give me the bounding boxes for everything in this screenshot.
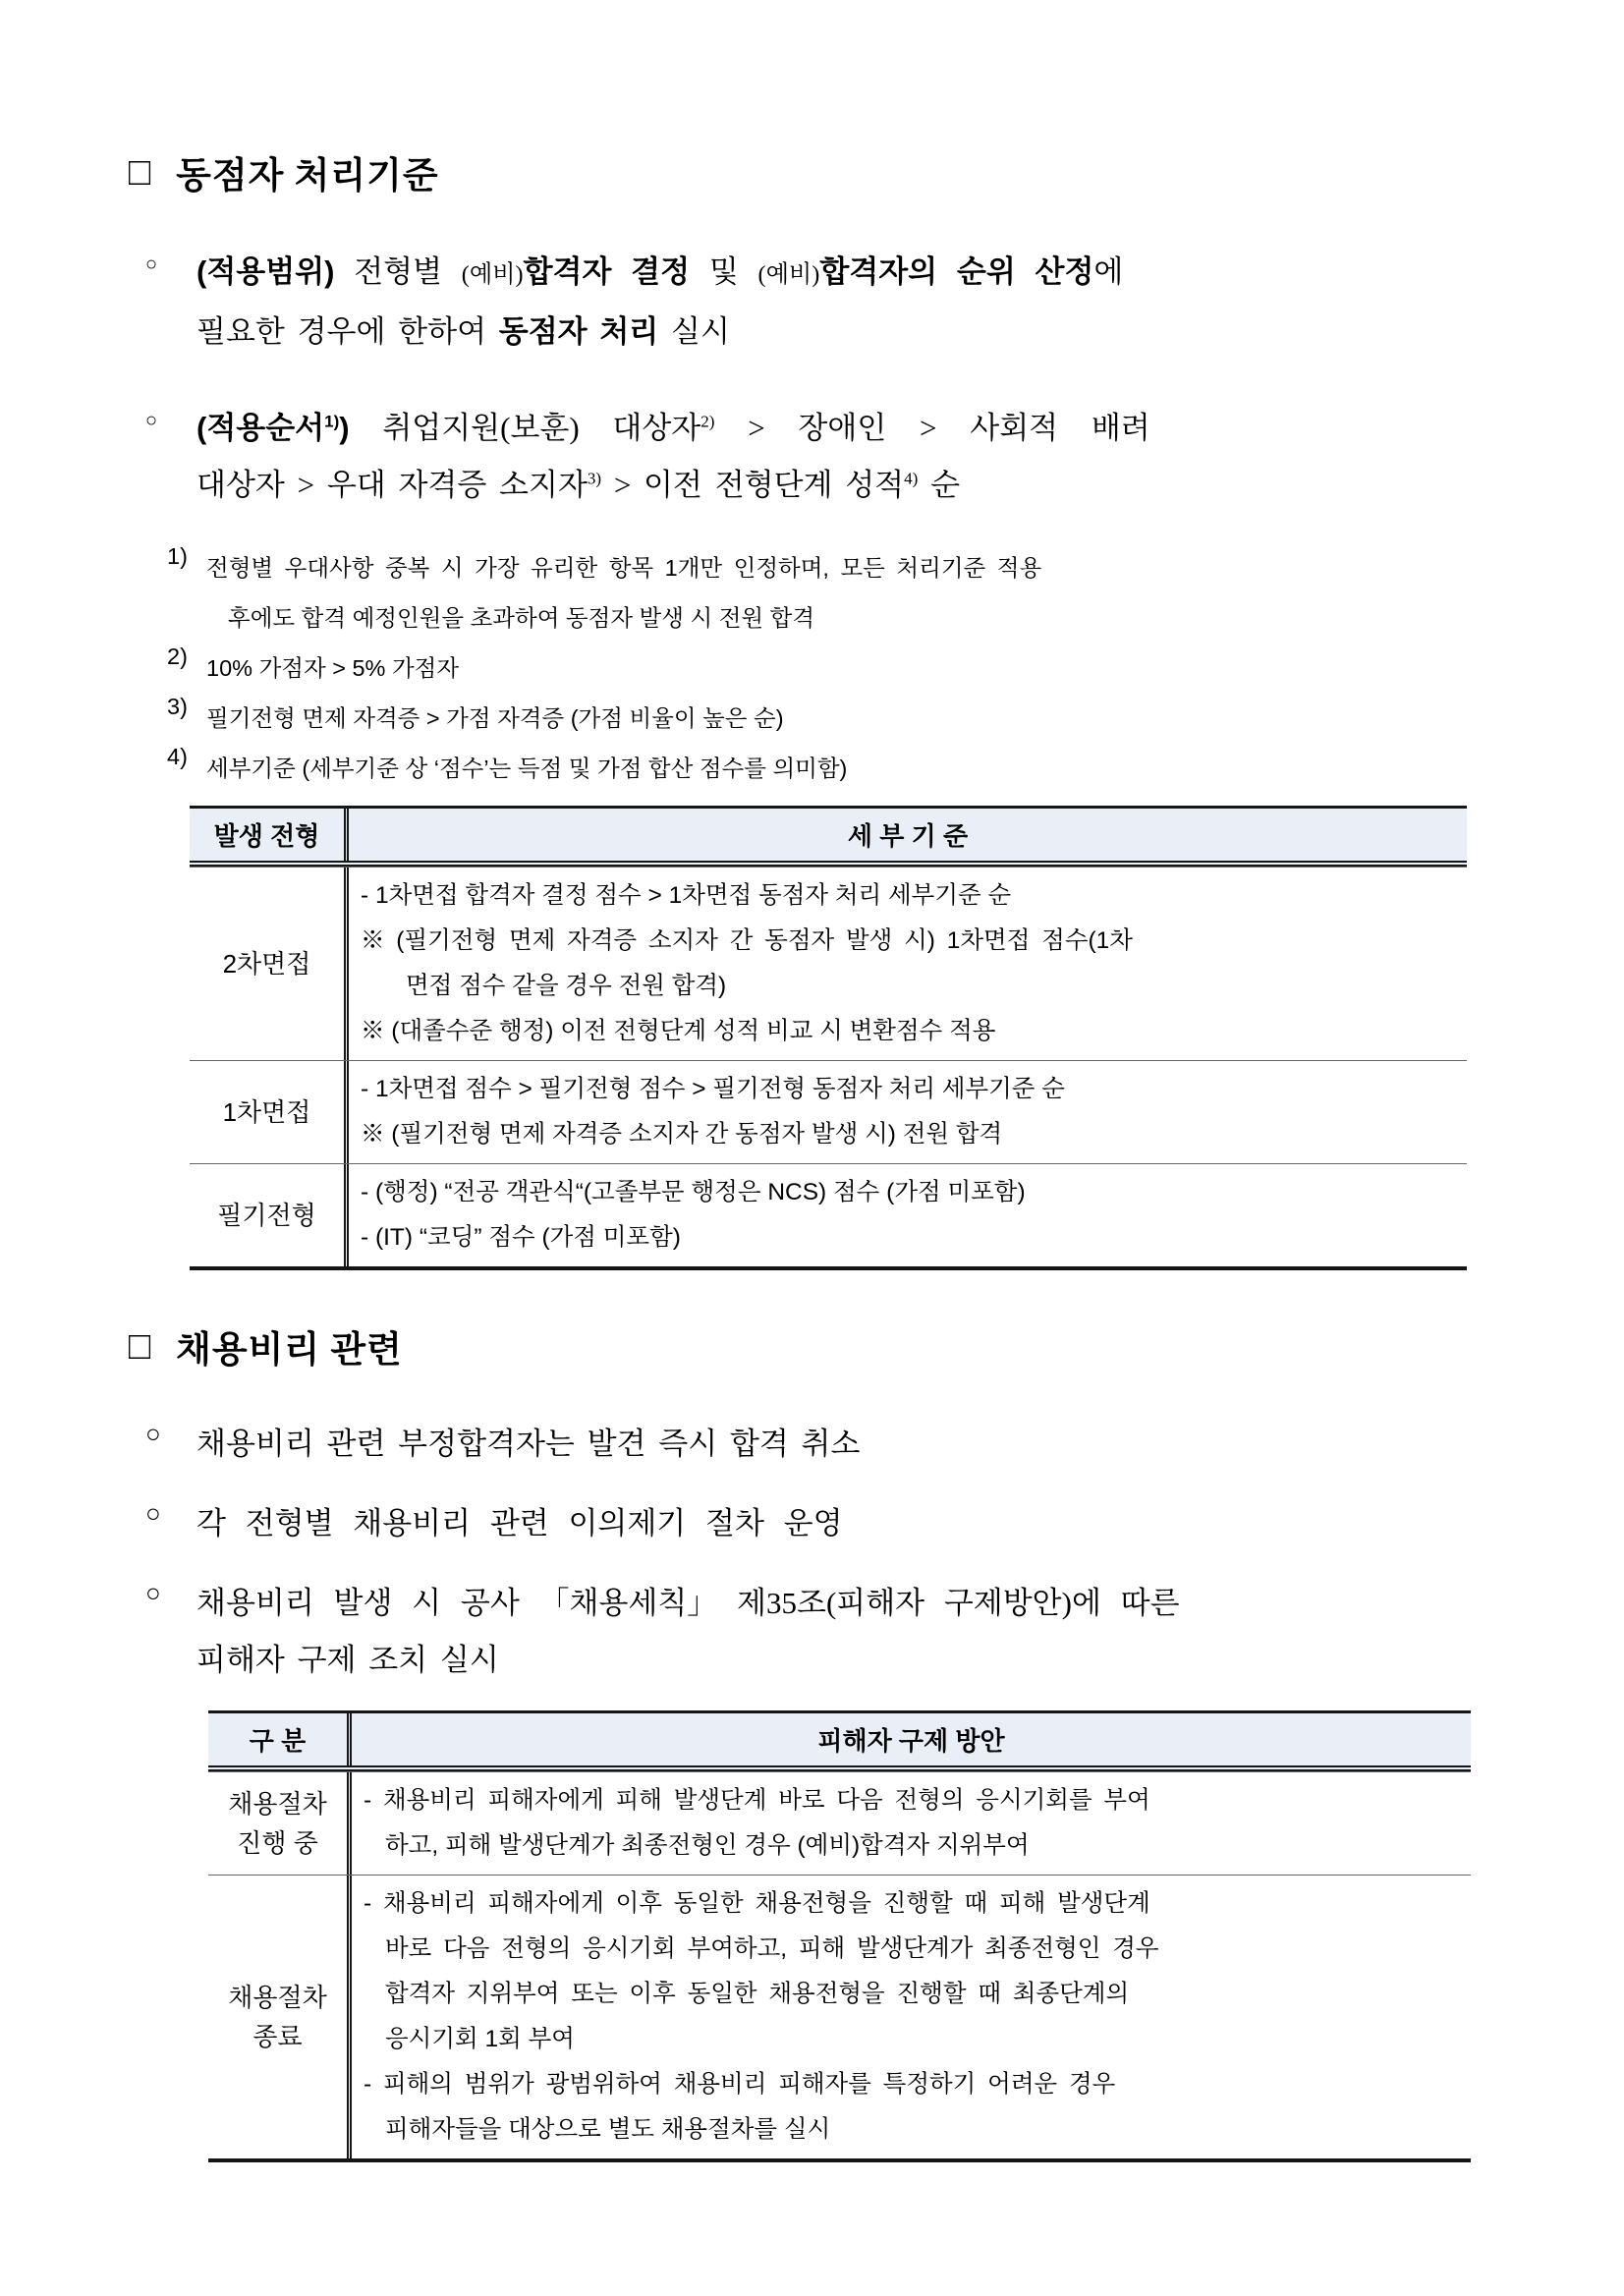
text-line — [196, 1416, 1624, 1473]
text-segment: (적용범위) — [196, 254, 335, 289]
row-label — [208, 1876, 347, 2158]
footnotes — [167, 543, 1624, 794]
footnote-number: 3) — [167, 694, 188, 719]
bullet-scope — [145, 244, 1624, 361]
text-line — [196, 244, 1624, 304]
text-line: 10% 가점자 > 5% 가점자 — [206, 655, 460, 681]
text-segment: 에 — [1093, 254, 1124, 289]
text-line: 피해자들을 대상으로 별도 채용절차를 실시 — [385, 2116, 831, 2143]
table-row — [190, 867, 1467, 1060]
section2-title: 채용비리 관련 — [176, 1330, 403, 1371]
text-line: 세부기준 (세부기준 상 ‘점수’는 득점 및 가점 합산 점수를 의미함) — [206, 756, 848, 781]
table-header-category: 구 분 — [249, 1726, 307, 1756]
row-content — [344, 868, 1467, 1060]
text-segment: 각 전형별 채용비리 관련 이의제기 절차 운영 — [196, 1506, 843, 1540]
table-header-row — [208, 1713, 1471, 1771]
row-label: 1차면접 — [222, 1097, 311, 1127]
row-content — [347, 1876, 1471, 2158]
text-line — [196, 1632, 1624, 1689]
text-line: 진행 중 — [237, 1828, 318, 1858]
text-line — [196, 400, 1624, 457]
footnote-2 — [167, 644, 1624, 694]
text-segment: ) — [339, 411, 350, 445]
bullet-cancel — [145, 1416, 1624, 1473]
text-line — [196, 1575, 1624, 1632]
text-segment: 피해자 구제 조치 실시 — [196, 1643, 499, 1677]
text-line: 면접 점수 같을 경우 전원 합격) — [406, 973, 727, 999]
bullet-cancel-text — [196, 1416, 1624, 1473]
row-label — [208, 1772, 347, 1875]
tiebreaker-table — [190, 806, 1467, 1270]
text-line: - 1차면접 합격자 결정 점수 > 1차면접 동점자 처리 세부기준 순 — [361, 882, 1012, 909]
text-line: 응시기회 1회 부여 — [385, 2026, 575, 2052]
section2-heading — [128, 1319, 1624, 1372]
text-line: - (IT) “코딩” 점수 (가점 미포함) — [361, 1224, 681, 1251]
row-content — [344, 1061, 1467, 1163]
text-segment: 동점자 처리 — [498, 314, 659, 349]
text-line: 필기전형 면제 자격증 > 가점 자격증 (가점 비율이 높은 순) — [206, 705, 784, 731]
bullet-remedy — [145, 1575, 1624, 1689]
text-segment: 채용비리 관련 부정합격자는 발견 즉시 합격 취소 — [196, 1427, 861, 1461]
footnote-number: 4) — [167, 744, 188, 769]
row-content — [344, 1164, 1467, 1266]
text-line: - 피해의 범위가 광범위하여 채용비리 피해자를 특정하기 어려운 경우 — [364, 2071, 1116, 2098]
text-line: 채용절차 — [228, 1789, 327, 1819]
table-row — [208, 1875, 1471, 2158]
circle-bullet-icon: ○ — [145, 253, 158, 275]
text-segment: 전형별 — [334, 254, 462, 289]
text-segment: 합격자의 순위 산정 — [819, 254, 1094, 289]
text-segment: 채용비리 발생 시 공사 「채용세칙」 제35조(피해자 구제방안)에 따른 — [196, 1586, 1180, 1620]
text-segment: 취업지원(보훈) 대상자 — [349, 411, 701, 445]
text-line: 하고, 피해 발생단계가 최종전형인 경우 (예비)합격자 지위부여 — [385, 1832, 1030, 1859]
text-segment: (예비) — [461, 261, 524, 288]
text-segment: 2) — [700, 412, 715, 431]
row-content — [347, 1772, 1471, 1875]
footnote-number: 1) — [167, 543, 188, 569]
text-segment: > 이전 전형단계 성적 — [601, 468, 905, 502]
bullet-remedy-text — [196, 1575, 1624, 1689]
text-segment: 4) — [904, 469, 919, 488]
bullet-order-text — [196, 400, 1624, 514]
section1-heading — [128, 145, 1624, 198]
text-line: 종료 — [252, 2022, 303, 2051]
footnote-text — [206, 694, 1624, 744]
circle-bullet-icon: ○ — [145, 1420, 161, 1448]
row-label: 2차면접 — [222, 949, 311, 979]
section1-title: 동점자 처리기준 — [176, 156, 439, 196]
text-segment: 대상자 > 우대 자격증 소지자 — [196, 468, 588, 502]
text-segment: (예비) — [757, 261, 820, 288]
text-segment: 합격자 결정 — [523, 254, 691, 289]
row-label: 필기전형 — [217, 1201, 316, 1230]
text-segment: 1) — [324, 412, 340, 431]
text-line: 후에도 합격 예정인원을 초과하여 동점자 발생 시 전원 합격 — [228, 605, 815, 631]
text-line: 전형별 우대사항 중복 시 가장 유리한 항목 1개만 인정하며, 모든 처리기준 적용 — [206, 555, 1042, 581]
table-header-row — [190, 809, 1467, 867]
square-marker-icon: □ — [129, 149, 152, 194]
text-segment: 3) — [587, 469, 602, 488]
text-line: 채용절차 — [228, 1983, 327, 2012]
footnote-text — [206, 744, 1624, 794]
text-segment: 및 — [690, 254, 758, 289]
bullet-objection-text — [196, 1495, 1624, 1552]
text-segment: > 장애인 > 사회적 배려 — [714, 411, 1150, 445]
text-segment: 순 — [918, 468, 961, 502]
footnote-3 — [167, 694, 1624, 744]
table-row — [208, 1771, 1471, 1875]
bullet-order — [145, 400, 1624, 514]
circle-bullet-icon: ○ — [145, 410, 158, 431]
table-header-remedy: 피해자 구제 방안 — [347, 1713, 1471, 1765]
text-line: ※ (대졸수준 행정) 이전 전형단계 성적 비교 시 변환점수 적용 — [361, 1018, 996, 1044]
text-line — [196, 304, 1624, 361]
table-row — [190, 1163, 1467, 1266]
bullet-objection — [145, 1495, 1624, 1552]
text-line: 바로 다음 전형의 응시기회 부여하고, 피해 발생단계가 최종전형인 경우 — [385, 1935, 1159, 1962]
text-segment: 실시 — [658, 314, 730, 349]
footnote-text — [206, 644, 1624, 694]
footnote-4 — [167, 744, 1624, 794]
text-segment: 필요한 경우에 한하여 — [196, 314, 499, 349]
text-segment: (적용순서 — [196, 411, 325, 445]
text-line: - 채용비리 피해자에게 피해 발생단계 바로 다음 전형의 응시기회를 부여 — [364, 1787, 1150, 1814]
text-line: ※ (필기전형 면제 자격증 소지자 간 동점자 발생 시) 1차면접 점수(1차 — [361, 927, 1133, 954]
footnote-text — [206, 543, 1624, 644]
text-line — [196, 457, 1624, 514]
footnote-number: 2) — [167, 644, 188, 669]
text-line: - (행정) “전공 객관식“(고졸부문 행정은 NCS) 점수 (가점 미포함) — [361, 1179, 1026, 1205]
text-line — [196, 1495, 1624, 1552]
footnote-1 — [167, 543, 1624, 644]
text-line: - 채용비리 피해자에게 이후 동일한 채용전형을 진행할 때 피해 발생단계 — [364, 1890, 1150, 1917]
circle-bullet-icon: ○ — [145, 1499, 161, 1528]
circle-bullet-icon: ○ — [145, 1579, 161, 1607]
remedy-table — [208, 1710, 1471, 2162]
square-marker-icon: □ — [129, 1323, 152, 1368]
text-line: 합격자 지위부여 또는 이후 동일한 채용전형을 진행할 때 최종단계의 — [385, 1981, 1130, 2007]
table-header-stage: 발생 전형 — [213, 821, 320, 851]
table-header-criteria: 세 부 기 준 — [344, 809, 1467, 861]
text-line: - 1차면접 점수 > 필기전형 점수 > 필기전형 동점자 처리 세부기준 순 — [361, 1076, 1065, 1102]
table-row — [190, 1060, 1467, 1163]
bullet-scope-text — [196, 244, 1624, 361]
text-line: ※ (필기전형 면제 자격증 소지자 간 동점자 발생 시) 전원 합격 — [361, 1121, 1003, 1148]
